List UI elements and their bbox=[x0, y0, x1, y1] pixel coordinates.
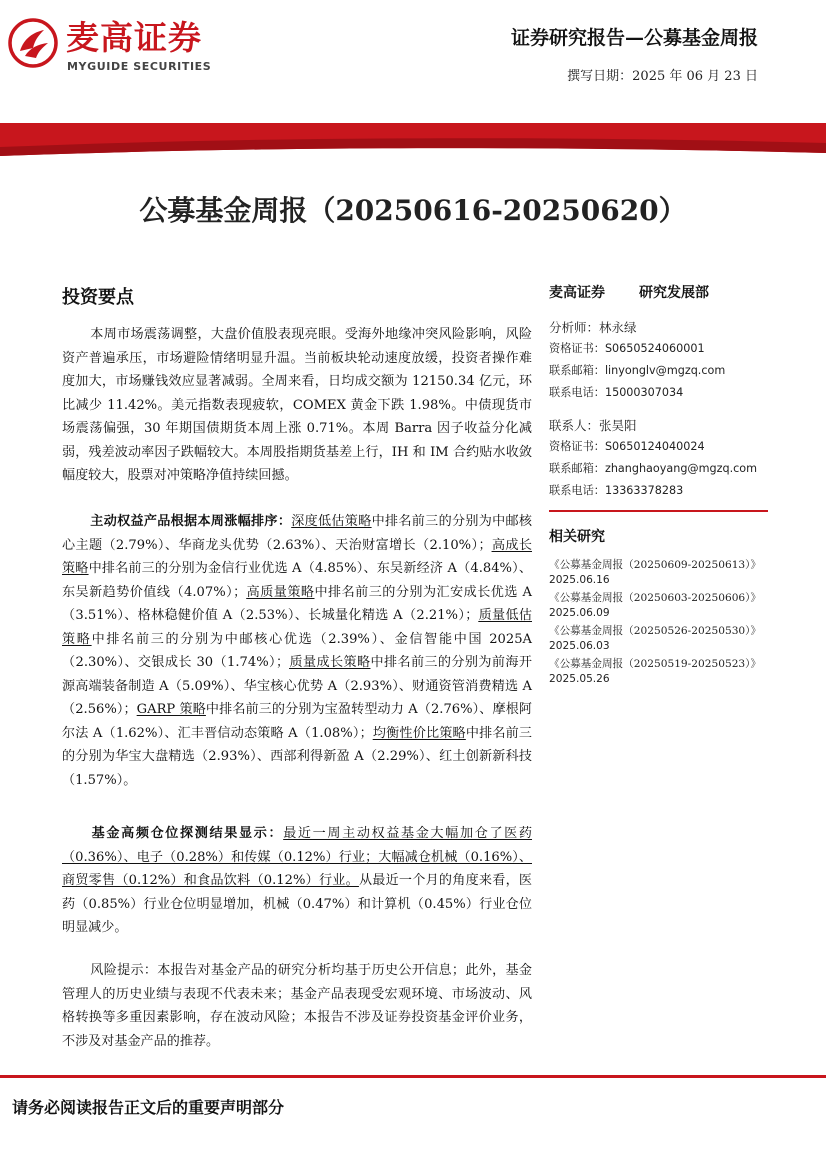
contact-phone-line bbox=[549, 482, 683, 498]
report-title: 公募基金周报（20250616-20250620） bbox=[139, 194, 687, 227]
header-red-band bbox=[0, 123, 826, 156]
related-report-date: 2025.06.03 bbox=[549, 640, 610, 652]
analyst-label: 分析师： bbox=[549, 320, 600, 335]
related-report-title[interactable]: 《公募基金周报（20250609-20250613）》 bbox=[549, 559, 762, 571]
risk-warning-text: 风险提示：本报告对基金产品的研究分析均基于历史公开信息；此外，基金管理人的历史业绩与表现不代表未来；基金产品表现受宏观环境、市场波动、风格转换等多重因素影响，存在波动风险；本报告不涉及证券投资基金评价业务，不涉及对基金产品的推荐。 bbox=[62, 963, 532, 1049]
strategy-name: 质量成长策略 bbox=[289, 655, 371, 670]
related-report-title[interactable]: 《公募基金周报（20250603-20250606）》 bbox=[549, 592, 762, 604]
related-research-divider bbox=[549, 510, 768, 512]
strategy-name: GARP 策略 bbox=[136, 702, 206, 717]
analyst-cert-number: S0650524060001 bbox=[604, 342, 705, 355]
cert-label: 资格证书： bbox=[549, 440, 605, 453]
analyst-phone: 15000307034 bbox=[604, 386, 684, 399]
contact-line bbox=[549, 416, 637, 434]
ranking-lead: 主动权益产品根据本周涨幅排序： bbox=[90, 514, 292, 529]
market-summary-paragraph bbox=[62, 323, 532, 488]
strategy-name: 质量低估策略 bbox=[62, 608, 532, 647]
strategy-result: 中排名前三的分别为中邮核心主题（2.79%）、华商龙头优势（2.63%）、天治财富增长（2.10%）； bbox=[62, 514, 533, 553]
strategy-result: 中排名前三的分别为华宝大盘精选（2.93%）、西部利得新盈 A（2.29%）、红土创新新科技（1.57%）。 bbox=[62, 725, 533, 788]
analyst-email-line bbox=[549, 362, 725, 378]
related-report-date: 2025.06.16 bbox=[549, 574, 610, 586]
contact-cert-number: S0650124040024 bbox=[604, 440, 705, 453]
contact-label: 联系人： bbox=[549, 418, 600, 433]
logo-english-name: MYGUIDE SECURITIES bbox=[67, 60, 212, 73]
analyst-cert-line bbox=[549, 340, 705, 356]
strategy-result: 中排名前三的分别为汇安成长优选 A（3.51%）、格林稳健价值 A（2.53%）、长城量化精选 A（2.21%）； bbox=[62, 584, 533, 623]
strategy-result: 中排名前三的分别为宝盈转型动力 A（2.76%）、摩根阿尔法 A（1.62%）、汇丰晋信动态策略 A（1.08%）； bbox=[62, 702, 533, 741]
strategy-result: 中排名前三的分别为前海开源高端装备制造 A（5.09%）、华宝核心优势 A（2.93%）、财通资管消费精选 A（2.56%）； bbox=[62, 655, 532, 717]
firm-name: 麦高证券 bbox=[549, 285, 605, 301]
analyst-phone-line bbox=[549, 384, 683, 400]
email-label: 联系邮箱： bbox=[549, 364, 605, 377]
analyst-name: 林永绿 bbox=[599, 320, 637, 335]
strategy-name: 均衡性价比策略 bbox=[372, 725, 466, 741]
related-research-heading: 相关研究 bbox=[549, 529, 605, 545]
contact-email[interactable]: zhanghaoyang@mgzq.com bbox=[604, 462, 758, 475]
related-report-date: 2025.05.26 bbox=[549, 673, 610, 685]
related-report-title[interactable]: 《公募基金周报（20250526-20250530）》 bbox=[549, 625, 762, 637]
strategy-name: 高质量策略 bbox=[246, 584, 315, 600]
footer-divider bbox=[0, 1075, 826, 1078]
contact-name: 张昊阳 bbox=[599, 418, 637, 433]
contact-email-line bbox=[549, 460, 757, 476]
logo-chinese-name: 麦高证券 bbox=[66, 18, 202, 57]
market-summary-text: 本周市场震荡调整，大盘价值股表现亮眼。受海外地缘冲突风险影响，风险资产普遍承压，市场避险情绪明显升温。当前板块轮动速度放缓，投资者操作难度加大，市场赚钱效应显著减弱。全周来看，日均成交额为 12150.34 亿元，环比减少 11.42%。美元指数表现疲软，COMEX 黄金下跌 1.98%。中债现货市场震荡偏强，30 年期国债期货本周上涨 0.71%。本周 Barra 因子收益分化减弱，残差波动率因子跌幅较大。本周股指期货基差上行，IH 和 IM 合约贴水收敛幅度较大，股票对冲策略净值持续回撼。 bbox=[62, 327, 532, 483]
position-detection-paragraph bbox=[62, 822, 532, 940]
department-name: 研究发展部 bbox=[639, 285, 709, 301]
contact-cert-line bbox=[549, 438, 705, 454]
related-report-date: 2025.06.09 bbox=[549, 607, 610, 619]
position-monthly-change: 从最近一个月的角度来看，医药（0.85%）行业仓位明显增加，机械（0.47%）和计算机（0.45%）行业仓位明显减少。 bbox=[62, 873, 532, 935]
position-lead: 基金高频仓位探测结果显示： bbox=[90, 826, 284, 841]
related-report-title[interactable]: 《公募基金周报（20250519-20250523）》 bbox=[549, 658, 762, 670]
cert-label: 资格证书： bbox=[549, 342, 605, 355]
email-label: 联系邮箱： bbox=[549, 462, 605, 475]
analyst-email[interactable]: linyonglv@mgzq.com bbox=[604, 364, 726, 377]
investment-highlights-heading: 投资要点 bbox=[62, 287, 134, 308]
phone-label: 联系电话： bbox=[549, 484, 605, 497]
research-team-heading bbox=[549, 282, 709, 302]
strategy-name: 深度低估策略 bbox=[291, 514, 372, 529]
fund-ranking-paragraph bbox=[62, 510, 532, 792]
strategy-result: 中排名前三的分别为金信行业优选 A（4.85%）、东吴新经济 A（4.84%）、东吴新趋势价值线（4.07%）； bbox=[62, 561, 533, 600]
phone-label: 联系电话： bbox=[549, 386, 605, 399]
risk-warning-paragraph bbox=[62, 959, 532, 1053]
strategy-name: 高成长策略 bbox=[62, 537, 532, 576]
myguide-logo-icon bbox=[8, 18, 58, 68]
report-date: 撰写日期：2025 年 06 月 23 日 bbox=[567, 69, 758, 84]
position-weekly-change: 最近一周主动权益基金大幅加仓了医药（0.36%）、电子（0.28%）和传媒（0.12%）行业；大幅减仓机械（0.16%）、商贸零售（0.12%）和食品饮料（0.12%）行业。 bbox=[62, 826, 533, 888]
contact-phone: 13363378283 bbox=[604, 484, 684, 497]
report-type-label: 证券研究报告—公募基金周报 bbox=[510, 27, 758, 49]
disclaimer-notice: 请务必阅读报告正文后的重要声明部分 bbox=[12, 1098, 285, 1117]
strategy-result: 中排名前三的分别为中邮核心优选（2.39%）、金信智能中国 2025A（2.30%）、交银成长 30（1.74%）； bbox=[62, 631, 532, 670]
analyst-line bbox=[549, 318, 637, 336]
